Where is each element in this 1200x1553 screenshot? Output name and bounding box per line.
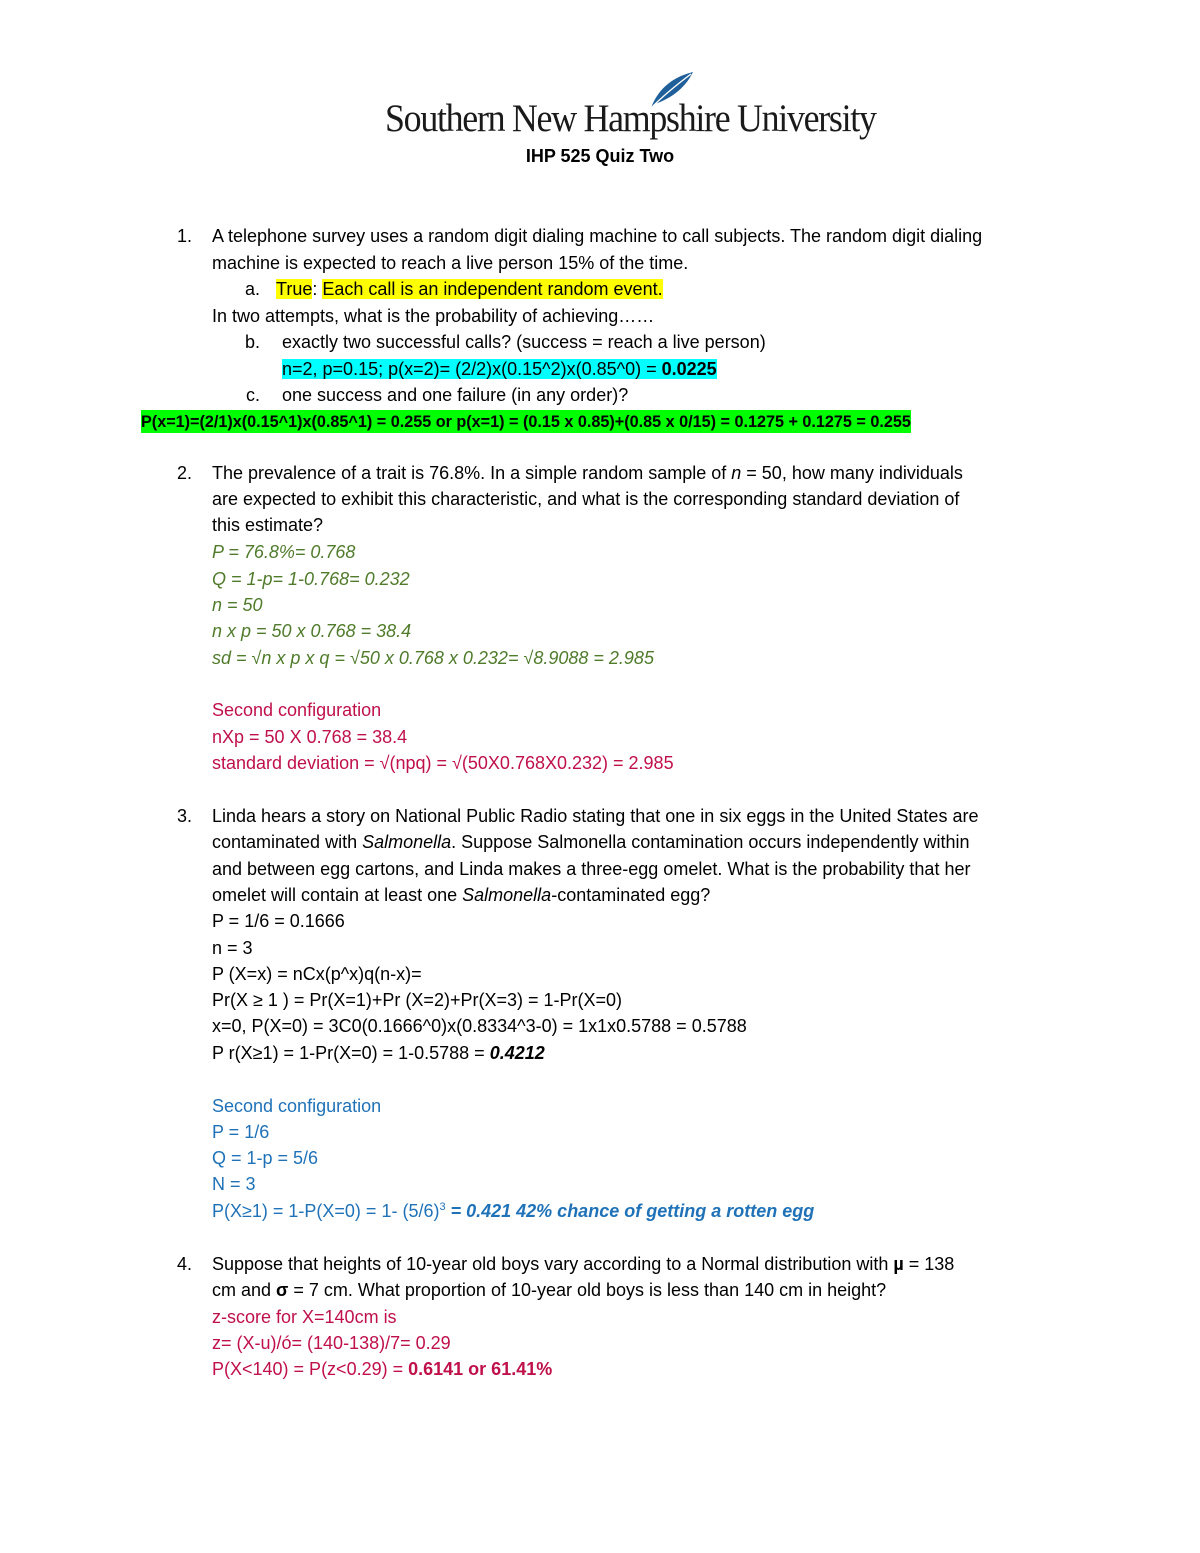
question-text: contaminated with Salmonella. Suppose Salmonella contamination occurs independently within (212, 832, 970, 852)
answer-line: P r(X≥1) = 1-Pr(X=0) = 1-0.5788 = 0.4212 (212, 1043, 545, 1063)
answer-highlight: P(x=1)=(2/1)x(0.15^1)x(0.85^1) = 0.255 or p(x=1) = (0.15 x 0.85)+(0.85 x 0/15) = 0.1275 + 0.1275 = 0.255 (141, 410, 911, 433)
question-text: Suppose that heights of 10-year old boys vary according to a Normal distribution with µ = 138 (212, 1254, 955, 1274)
answer-line: x=0, P(X=0) = 3C0(0.1666^0)x(0.8334^3-0) = 1x1x0.5788 = 0.5788 (212, 1016, 747, 1036)
answer-line: sd = √n x p x q = √50 x 0.768 x 0.232= √8.9088 = 2.985 (212, 648, 654, 668)
question-number: 1. (176, 226, 192, 246)
quiz-title: IHP 525 Quiz Two (525, 146, 675, 166)
question-text: and between egg cartons, and Linda makes a three-egg omelet. What is the probability that her (212, 859, 971, 879)
subpart-b-answer (282, 357, 717, 381)
question-text: are expected to exhibit this characteristic, and what is the corresponding standard deviation of (212, 489, 960, 509)
university-logo (385, 88, 876, 148)
answer-line: standard deviation = √(npq) = √(50X0.768X0.232) = 2.985 (212, 753, 674, 773)
answer-line: n = 50 (212, 595, 263, 615)
subpart-label: c. (245, 385, 260, 405)
subpart-c-answer (141, 409, 1053, 433)
answer-highlight: Each call is an independent random event. (322, 279, 663, 299)
answer-line: nXp = 50 X 0.768 = 38.4 (212, 727, 408, 747)
answer-result: = 0.421 42% chance of getting a rotten egg (445, 1201, 815, 1221)
answer-result: 0.4212 (489, 1043, 545, 1063)
answer-line: n = 3 (212, 938, 253, 958)
answer-line: z-score for X=140cm is (212, 1307, 397, 1327)
second-configuration-heading: Second configuration (212, 700, 382, 720)
question-text: cm and σ = 7 cm. What proportion of 10-year old boys is less than 140 cm in height? (212, 1280, 887, 1300)
question-text: In two attempts, what is the probability of achieving…… (212, 306, 655, 326)
answer-line: P (X=x) = nCx(p^x)q(n-x)= (212, 964, 422, 984)
answer-result: 0.6141 or 61.41% (408, 1359, 553, 1379)
answer-line: N = 3 (212, 1174, 256, 1194)
subpart-label: b. (244, 332, 260, 352)
answer-line: Q = 1-p = 5/6 (212, 1148, 319, 1168)
question-text: one success and one failure (in any order)? (282, 385, 629, 405)
question-number: 2. (176, 463, 192, 483)
true-label: True (276, 279, 313, 299)
answer-result: 0.0225 (661, 359, 717, 379)
answer-line: P = 1/6 (212, 1122, 270, 1142)
answer-line: P(X<140) = P(z<0.29) = 0.6141 or 61.41% (212, 1359, 553, 1379)
leaf-icon (647, 70, 695, 110)
answer-line: n x p = 50 x 0.768 = 38.4 (212, 621, 412, 641)
question-text: exactly two successful calls? (success = reach a live person) (282, 332, 766, 352)
answer-line: P = 76.8%= 0.768 (212, 542, 356, 562)
answer-line: Pr(X ≥ 1 ) = Pr(X=1)+Pr (X=2)+Pr(X=3) = 1-Pr(X=0) (212, 990, 623, 1010)
question-text: Linda hears a story on National Public Radio stating that one in six eggs in the United States are (212, 806, 979, 826)
question-number: 3. (176, 806, 192, 826)
answer-line: P(X≥1) = 1-P(X=0) = 1- $(5/6)^3 = 0.421$ 42% chance of getting a rotten egg (212, 1201, 815, 1221)
subpart-a-answer: True: Each call is an independent random event. (276, 279, 663, 299)
subpart-label: a. (244, 279, 260, 299)
question-text: The prevalence of a trait is 76.8%. In a simple random sample of n = 50, how many individuals (212, 463, 963, 483)
question-text: machine is expected to reach a live person 15% of the time. (212, 253, 689, 273)
second-configuration-heading: Second configuration (212, 1096, 382, 1116)
question-text: A telephone survey uses a random digit dialing machine to call subjects. The random digit dialing (212, 226, 983, 246)
answer-line: P = 1/6 = 0.1666 (212, 911, 345, 931)
question-text: this estimate? (212, 515, 324, 535)
question-text: omelet will contain at least one Salmonella-contaminated egg? (212, 885, 711, 905)
question-number: 4. (176, 1254, 192, 1274)
logo-text: Southern New Hampshire University (385, 97, 876, 140)
answer-line: z= (X-u)/ó= (140-138)/7= 0.29 (212, 1333, 451, 1353)
answer-line: Q = 1-p= 1-0.768= 0.232 (212, 569, 410, 589)
answer-highlight: n=2, p=0.15; p(x=2)= (2/2)x(0.15^2)x(0.85^0) = (282, 359, 662, 379)
